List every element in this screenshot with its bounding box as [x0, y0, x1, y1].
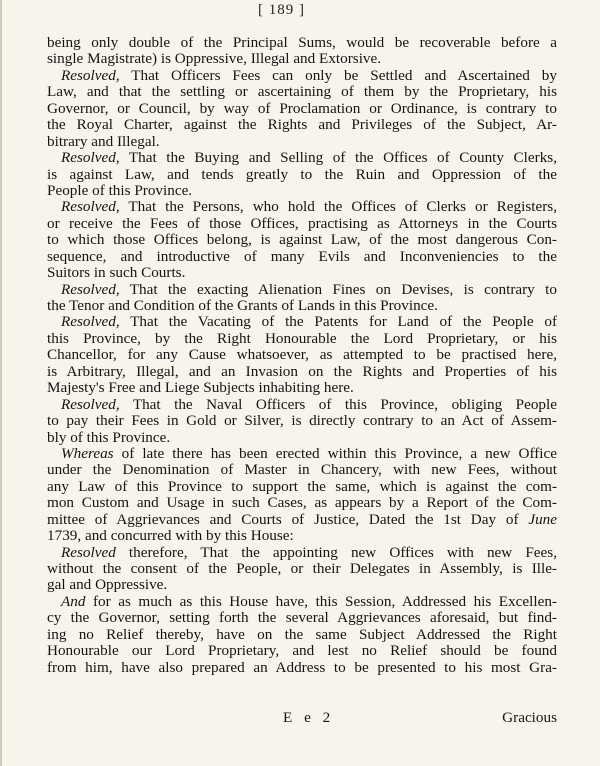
text-line [47, 528, 557, 544]
text-run: cy the Governor, setting forth the several Aggrievances aforesaid, but find- [47, 609, 557, 627]
text-run: this Province, by the Right Honourable the Lord Proprietary, or his [47, 329, 557, 347]
italic-lead-word: Resolved, [61, 313, 120, 331]
text-line [47, 660, 557, 676]
text-line [47, 610, 557, 626]
text-run: That the Naval Officers of this Province, obliging People [119, 395, 557, 413]
text-line [47, 167, 557, 183]
text-run: from him, have also prepared an Address to be presented to his most Gra- [47, 658, 557, 676]
text-run: therefore, That the appointing new Offices with new Fees, [115, 543, 557, 561]
text-run: under the Denomination of Master in Chancery, with new Fees, without [47, 461, 557, 479]
text-line [47, 35, 557, 51]
text-run: Majesty's Free and Liege Subjects inhabiting here. [47, 379, 354, 397]
text-line [47, 150, 557, 166]
text-line [47, 298, 557, 314]
text-run: the Tenor and Condition of the Grants of Lands in this Province. [47, 297, 438, 314]
text-line [47, 232, 557, 248]
italic-lead-word: Resolved, [61, 149, 120, 167]
signature-mark: E e 2 [283, 709, 335, 726]
text-run: Governor, or Council, by way of Proclamation or Ordinance, is contrary to [47, 99, 557, 117]
text-run: Suitors in such Courts. [47, 264, 186, 282]
text-run: single Magistrate) is Oppressive, Illegal and Extorsive. [47, 50, 382, 68]
text-run: bly of this Province. [47, 428, 171, 446]
text-line [47, 430, 557, 446]
text-line [47, 314, 557, 330]
page-footer [47, 709, 557, 729]
text-run: any Law of this Province to support the same, which is against the com- [47, 477, 557, 495]
text-run: That Officers Fees can only be Settled and Ascertained by [119, 66, 557, 84]
text-run: is against Law, and tends greatly to the Ruin and Oppression of the [47, 165, 557, 183]
text-line [47, 561, 557, 577]
italic-lead-word: Resolved [61, 543, 116, 561]
text-line [47, 364, 557, 380]
text-run: gal and Oppressive. [47, 576, 168, 594]
text-line [47, 331, 557, 347]
text-line [47, 545, 557, 561]
text-line [47, 413, 557, 429]
italic-lead-word: Resolved, [61, 66, 120, 84]
text-line [47, 84, 557, 100]
document-body [47, 35, 557, 676]
text-line [47, 199, 557, 215]
text-line [47, 249, 557, 265]
text-line [47, 479, 557, 495]
catchword: Gracious [502, 709, 557, 726]
text-line [47, 627, 557, 643]
text-run: mittee of Aggrievances and Courts of Justice, Dated the 1st Day of [47, 510, 529, 528]
text-line [47, 512, 557, 528]
text-line [47, 134, 557, 150]
text-run: the Royal Charter, against the Rights and Privileges of the Subject, Ar- [47, 116, 557, 134]
text-run: Law, and that the settling or ascertaining of them by the Proprietary, his [47, 83, 557, 101]
text-run: That the Buying and Selling of the Offices of County Clerks, [119, 149, 557, 167]
italic-lead-word: Resolved, [61, 198, 120, 216]
text-run: being only double of the Principal Sums, would be recoverable before a [47, 34, 557, 51]
text-line [47, 594, 557, 610]
text-run: of late there has been erected within this Province, a new Office [113, 444, 557, 462]
text-run: That the Persons, who hold the Offices of Clerks or Registers, [119, 198, 557, 216]
text-line [47, 397, 557, 413]
italic-lead-word: And [61, 592, 86, 610]
text-run: or receive the Fees of those Offices, practising as Attorneys in the Courts [47, 214, 557, 232]
text-run: People of this Province. [47, 181, 193, 199]
text-run: to which those Offices belong, is against Law, of the most dangerous Con- [47, 231, 557, 249]
text-line [47, 577, 557, 593]
text-line [47, 495, 557, 511]
text-line [47, 216, 557, 232]
italic-lead-word: Resolved, [61, 280, 120, 298]
text-run: is Arbitrary, Illegal, and an Invasion on the Rights and Properties of his [47, 362, 557, 380]
text-line [47, 282, 557, 298]
italic-lead-word: Whereas [61, 444, 114, 462]
text-run: ing no Relief thereby, have on the same Subject Addressed the Right [47, 625, 557, 643]
text-line [47, 51, 557, 67]
text-line [47, 183, 557, 199]
text-run: That the Vacating of the Patents for Land of the People of [119, 313, 557, 331]
text-run: Honourable our Lord Proprietary, and lest no Relief should be found [47, 642, 557, 660]
page-number: [ 189 ] [258, 2, 305, 18]
text-run: bitrary and Illegal. [47, 132, 160, 150]
text-line [47, 101, 557, 117]
text-line [47, 462, 557, 478]
text-line [47, 380, 557, 396]
text-run: Chancellor, for any Cause whatsoever, as attempted to be practised here, [47, 346, 557, 364]
text-line [47, 446, 557, 462]
text-run: 1739, and concurred with by this House: [47, 527, 294, 545]
text-run: That the exacting Alienation Fines on Devises, is contrary to [119, 280, 557, 298]
text-line [47, 265, 557, 281]
italic-lead-word: Resolved, [61, 395, 120, 413]
text-line [47, 117, 557, 133]
text-line [47, 68, 557, 84]
text-line [47, 643, 557, 659]
text-run: without the consent of the People, or their Delegates in Assembly, is Ille- [47, 560, 557, 577]
text-run: for as much as this House have, this Session, Addressed his Excellen- [85, 592, 557, 610]
text-run: mon Custom and Usage in such Cases, as appears by a Report of the Com- [47, 494, 557, 512]
text-line [47, 347, 557, 363]
text-run: sequence, and introductive of many Evils and Inconveniencies to the [47, 247, 557, 265]
text-run: to pay their Fees in Gold or Silver, is directly contrary to an Act of Assem- [47, 412, 557, 430]
italic-lead-word: June [528, 510, 557, 528]
